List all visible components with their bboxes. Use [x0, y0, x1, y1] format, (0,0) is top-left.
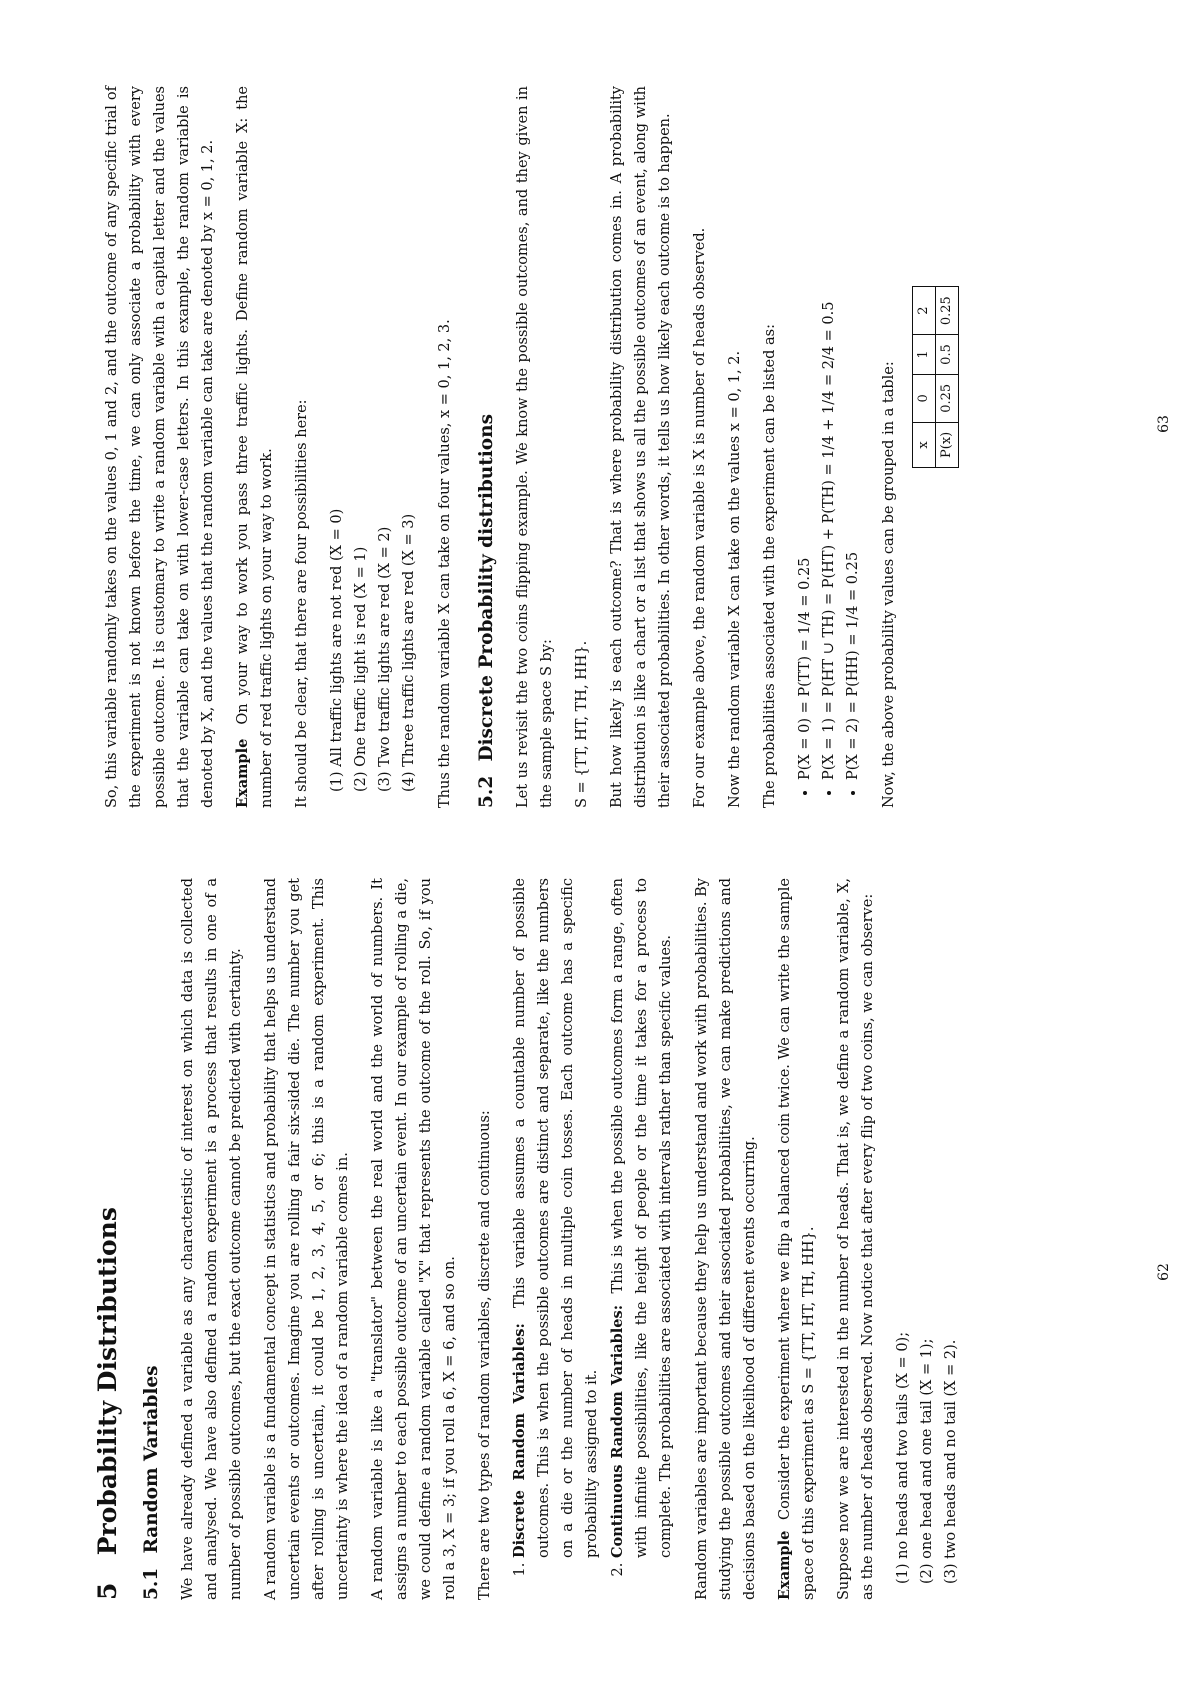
table-cell: 0 — [913, 374, 936, 422]
list-item: (1) All traffic lights are not red (X = 0) — [329, 508, 345, 792]
list-item — [508, 878, 604, 1558]
list-item: (2) one head and one tail (X = 1); — [919, 1338, 935, 1584]
paragraph: So, this variable randomly takes on the values 0, 1 and 2, and the outcome of any specific trial of the experiment is not known before the time, we can only associate a probability with every possible outcome. It is customary to write a random variable with a capital letter and the values that the variable can take on with lower-case letters. In this example, the random variable is denoted by X, and the values that the random variable can take are denoted by x = 0, 1, 2. — [104, 86, 216, 808]
section-title: Probability Distributions — [93, 1207, 122, 1556]
table-cell-header: P(x) — [936, 422, 959, 467]
list-item-lead: Continuous Random Variables: — [609, 1304, 626, 1558]
list-item: (2) One traffic light is red (X = 1) — [353, 546, 369, 792]
paragraph: Random variables are important because they help us understand and work with probabilities. By studying the possible outcomes and their associated probabilities, we can make predictions and decisions based on the likelihood of different events occurring. — [694, 878, 758, 1600]
paragraph: Now, the above probability values can be grouped in a table: — [881, 361, 897, 808]
section-heading — [93, 878, 122, 1600]
example-text: Consider the experiment where we flip a balanced coin twice. We can write the sample space of this experiment as S = {TT, HT, TH, HH}. — [777, 878, 817, 1600]
list-item-text: This is when the possible outcomes form a range, often with infinite possibilities, like the height of people or the time it takes for a process to complete. The probabilities are associated with intervals rather than specific values. — [610, 878, 674, 1558]
list-item — [606, 878, 678, 1558]
table-row-x — [913, 287, 936, 468]
paragraph: Thus the random variable X can take on four values, x = 0, 1, 2, 3. — [437, 319, 453, 808]
left-page-content — [93, 878, 975, 1600]
page-number: 62 — [1156, 1263, 1172, 1281]
paragraph: Now the random variable X can take on the values x = 0, 1, 2. — [727, 350, 743, 808]
subsection-heading-discrete-distributions — [475, 86, 499, 808]
variable-types-list — [508, 878, 678, 1600]
left-page — [0, 848, 1200, 1696]
list-item: • P(X = 0) = P(TT) = 1/4 = 0.25 — [793, 86, 817, 780]
section-number: 5 — [93, 1582, 122, 1600]
probability-table — [912, 286, 959, 468]
list-item: (4) Three traffic lights are red (X = 3) — [401, 513, 417, 792]
table-cell: 0.25 — [936, 374, 959, 422]
example-label: Example — [234, 738, 251, 808]
paragraph: Let us revisit the two coins flipping example. We know the possible outcomes, and they given in the sample space S by: — [515, 86, 555, 808]
table-row-p — [936, 287, 959, 468]
paragraph: It should be clear, that there are four possibilities here: — [294, 399, 310, 808]
paragraph: A random variable is like a "translator" between the real world and the world of numbers. It assigns a number to each possible outcome of an uncertain event. In our example of rolling a die, we could define a random variable called "X" that represents the outcome of the roll. So, if you roll a 3, X = 3; if you roll a 6, X = 6, and so on. — [370, 878, 458, 1600]
paragraph: For our example above, the random variable is X is number of heads observed. — [692, 227, 708, 808]
right-page-content — [100, 86, 959, 808]
list-item-lead: Discrete Random Variables: — [511, 1323, 528, 1558]
paragraph: But how likely is each outcome? That is where probability distribution comes in. A probability distribution is like a chart or a list that shows us all the possible outcomes of an event, along with their associated probabilities. In other words, it tells us how likely each outcome is to happen. — [609, 86, 673, 808]
list-item: (3) two heads and no tail (X = 2). — [943, 1339, 959, 1584]
subsection-heading-random-variables — [140, 878, 164, 1600]
example-paragraph — [231, 86, 279, 808]
subsection-title: Discrete Probability distributions — [476, 413, 497, 762]
observations-list — [891, 878, 963, 1600]
table-cell: 0.5 — [936, 335, 959, 375]
table-cell: 2 — [913, 287, 936, 335]
probabilities-list — [793, 86, 865, 808]
list-item: • P(X = 1) = P(HT ∪ TH) = P(HT) + P(TH) = 1/4 + 1/4 = 2/4 = 0.5 — [817, 86, 841, 780]
example-text: On your way to work you pass three traffic lights. Define random variable X: the number of red traffic lights on your way to work. — [235, 85, 275, 808]
paragraph: A random variable is a fundamental concept in statistics and probability that helps us understand uncertain events or outcomes. Imagine you are rolling a fair six-sided die. The number you get after rolling is uncertain, it could be 1, 2, 3, 4, 5, or 6; this is a random experiment. This uncertainty is where the idea of a random variable comes in. — [263, 878, 351, 1600]
paragraph: Suppose now we are interested in the number of heads. That is, we define a random variable, X, as the number of heads observed. Now notice that after every flip of two coins, we can observe: — [836, 878, 876, 1600]
list-item: (3) Two traffic lights are red (X = 2) — [377, 526, 393, 792]
table-cell: 0.25 — [936, 287, 959, 335]
list-item: • P(X = 2) = P(HH) = 1/4 = 0.25 — [841, 86, 865, 780]
example-paragraph — [773, 878, 821, 1600]
possibilities-list — [325, 86, 421, 808]
subsection-number: 5.2 — [476, 775, 497, 808]
list-item-text: This variable assumes a countable number of possible outcomes. This is when the possible outcomes are distinct and separate, like the numbers on a die or the number of heads in multiple coin tosses. Each outcome has a specific probability assigned to it. — [512, 878, 600, 1558]
subsection-title: Random Variables — [141, 1365, 162, 1554]
table-cell-header: x — [913, 422, 936, 467]
sample-space-formula: S = {TT, HT, TH, HH}. — [574, 640, 590, 808]
paragraph: We have already defined a variable as any characteristic of interest on which data is collected and analysed. We have also defined a random experiment is a process that results in one of a number of possible outcomes, but the exact outcome cannot be predicted with certainty. — [180, 878, 244, 1600]
table-cell: 1 — [913, 335, 936, 375]
list-item: (1) no heads and two tails (X = 0); — [895, 1331, 911, 1584]
paragraph: The probabilities associated with the experiment can be listed as: — [762, 324, 778, 808]
page-number: 63 — [1156, 415, 1172, 433]
example-label: Example — [776, 1530, 793, 1600]
subsection-number: 5.1 — [141, 1567, 162, 1600]
paragraph: There are two types of random variables, discrete and continuous: — [477, 1110, 493, 1600]
